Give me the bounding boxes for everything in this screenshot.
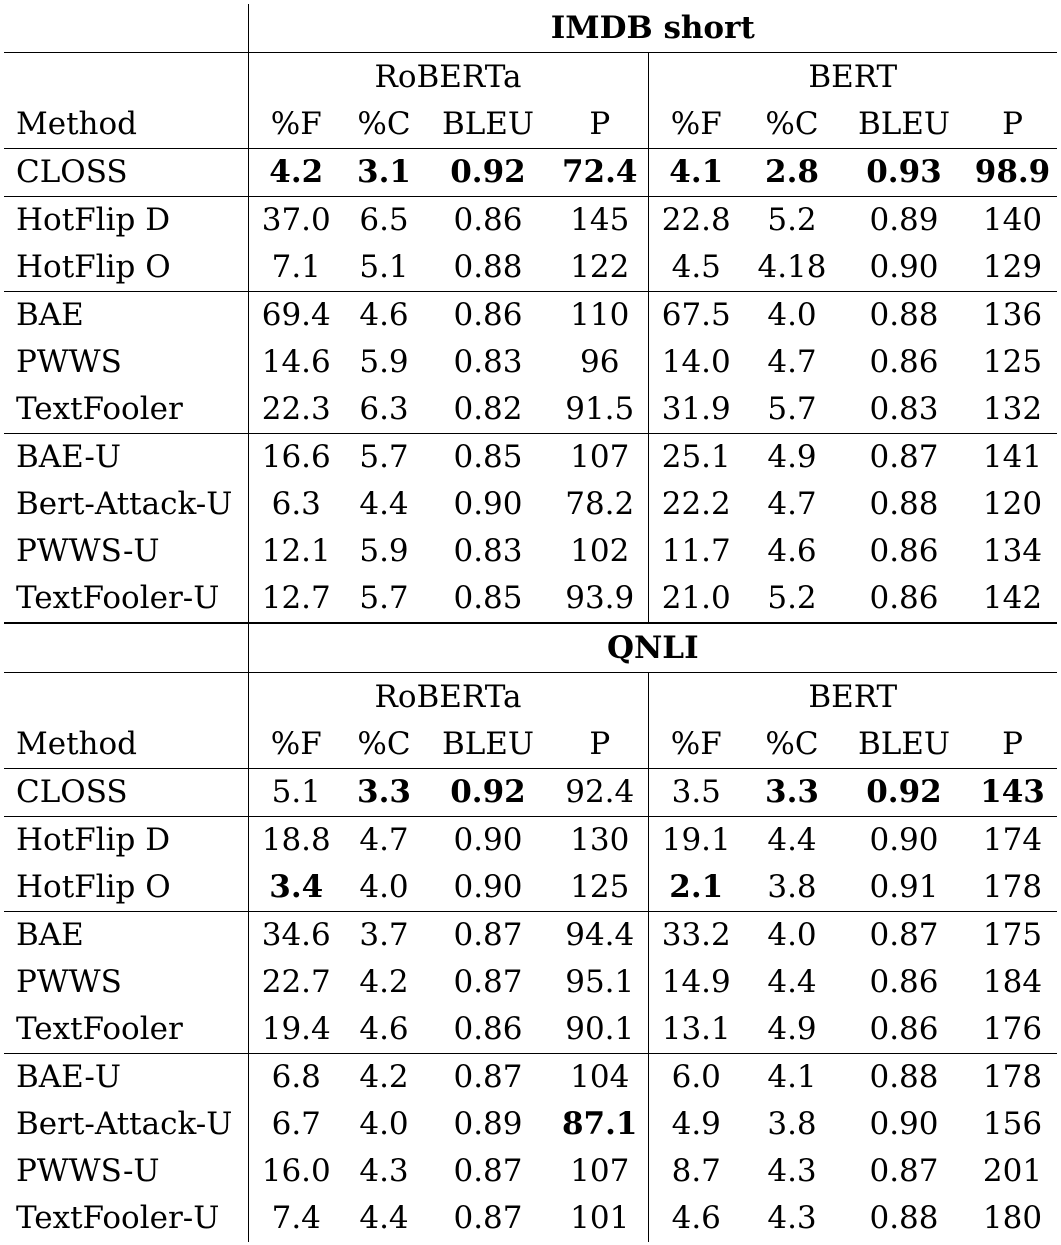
value-cell: 4.2 <box>248 149 344 197</box>
value-cell: 0.87 <box>453 1153 523 1189</box>
table-row <box>4 817 1057 865</box>
value-cell: 4.0 <box>359 869 409 905</box>
method-name: BAE <box>4 292 248 340</box>
value-cell: 6.3 <box>359 391 409 427</box>
value-cell: 0.90 <box>453 869 523 905</box>
value-cell: 178 <box>982 869 1043 905</box>
value-cell: 0.92 <box>450 774 526 810</box>
metric-header: P <box>552 101 648 149</box>
value-cell: 0.87 <box>869 1153 939 1189</box>
method-name: TextFooler-U <box>16 580 220 616</box>
value-cell: 4.2 <box>344 1054 424 1102</box>
metric-header: BLEU <box>840 101 968 149</box>
value-cell: 4.3 <box>767 1200 817 1236</box>
metric-header: P <box>968 721 1057 769</box>
metric-header: %C <box>744 101 840 149</box>
metric-header: %F <box>648 101 744 149</box>
value-cell: 4.3 <box>359 1153 409 1189</box>
value-cell: 4.0 <box>744 912 840 960</box>
value-cell: 4.4 <box>359 486 409 522</box>
value-cell: 0.86 <box>869 533 939 569</box>
value-cell: 0.90 <box>424 817 552 865</box>
method-name: CLOSS <box>16 154 128 190</box>
value-cell: 3.8 <box>767 1106 817 1142</box>
value-cell: 104 <box>552 1054 648 1102</box>
value-cell: 8.7 <box>648 1148 744 1195</box>
method-name: TextFooler-U <box>16 1200 220 1236</box>
model-name: RoBERTa <box>248 53 648 102</box>
value-cell: 174 <box>968 817 1057 865</box>
method-name: BAE-U <box>4 1054 248 1102</box>
value-cell: 4.4 <box>359 1200 409 1236</box>
value-cell: 7.1 <box>248 244 344 292</box>
value-cell: 130 <box>552 817 648 865</box>
value-cell: 12.7 <box>248 575 344 623</box>
value-cell: 13.1 <box>648 1006 744 1054</box>
value-cell: 125 <box>570 869 630 905</box>
metric-header: BLEU <box>840 721 968 769</box>
empty-cell <box>4 53 248 102</box>
value-cell: 92.4 <box>565 774 635 810</box>
model-name: BERT <box>648 673 1057 722</box>
value-cell: 0.90 <box>840 817 968 865</box>
value-cell: 0.86 <box>869 344 939 380</box>
method-name: BAE <box>4 912 248 960</box>
table-row <box>4 481 1057 528</box>
value-cell: 0.83 <box>453 344 523 380</box>
value-cell: 134 <box>982 533 1043 569</box>
method-name: PWWS <box>16 344 122 380</box>
value-cell: 78.2 <box>565 486 635 522</box>
value-cell: 142 <box>982 580 1043 616</box>
value-cell: 6.3 <box>248 481 344 528</box>
value-cell: 4.7 <box>767 486 817 522</box>
value-cell: 0.83 <box>453 533 523 569</box>
value-cell: 3.8 <box>767 869 817 905</box>
value-cell: 0.85 <box>453 580 523 616</box>
value-cell: 91.5 <box>565 391 635 427</box>
dataset-header-row <box>4 4 1057 53</box>
value-cell: 72.4 <box>561 154 638 190</box>
value-cell: 0.86 <box>424 292 552 340</box>
value-cell: 12.1 <box>248 528 344 575</box>
value-cell: 94.4 <box>552 912 648 960</box>
value-cell: 184 <box>982 964 1043 1000</box>
value-cell: 107 <box>570 1153 630 1189</box>
value-cell: 0.86 <box>453 1011 523 1047</box>
method-column-header: Method <box>4 721 248 769</box>
table-row <box>4 1148 1057 1195</box>
value-cell: 95.1 <box>565 964 635 1000</box>
table-row <box>4 244 1057 292</box>
value-cell: 96 <box>580 344 620 380</box>
method-name: PWWS <box>16 964 122 1000</box>
value-cell: 4.2 <box>359 964 409 1000</box>
value-cell: 0.86 <box>869 580 939 616</box>
method-name: PWWS-U <box>16 533 160 569</box>
value-cell: 0.89 <box>840 197 968 245</box>
value-cell: 175 <box>968 912 1057 960</box>
value-cell: 11.7 <box>648 528 744 575</box>
value-cell: 0.88 <box>869 486 939 522</box>
value-cell: 0.92 <box>866 774 942 810</box>
value-cell: 4.7 <box>767 344 817 380</box>
value-cell: 3.3 <box>765 774 819 810</box>
value-cell: 0.87 <box>424 912 552 960</box>
value-cell: 33.2 <box>648 912 744 960</box>
value-cell: 0.87 <box>840 434 968 482</box>
value-cell: 6.8 <box>248 1054 344 1102</box>
value-cell: 0.86 <box>869 964 939 1000</box>
value-cell: 25.1 <box>648 434 744 482</box>
metric-header-row <box>4 721 1057 769</box>
results-table <box>4 4 1057 1242</box>
value-cell: 6.0 <box>648 1054 744 1102</box>
value-cell: 122 <box>570 249 630 285</box>
table-row <box>4 769 1057 817</box>
value-cell: 156 <box>982 1106 1043 1142</box>
table-row <box>4 1054 1057 1102</box>
value-cell: 5.1 <box>359 249 409 285</box>
value-cell: 178 <box>968 1054 1057 1102</box>
value-cell: 4.0 <box>359 1106 409 1142</box>
method-column-header: Method <box>4 101 248 149</box>
value-cell: 93.9 <box>565 580 635 616</box>
value-cell: 98.9 <box>974 154 1051 190</box>
empty-cell <box>4 673 248 722</box>
value-cell: 5.2 <box>744 197 840 245</box>
dataset-title: QNLI <box>248 623 1057 673</box>
table-row <box>4 149 1057 197</box>
value-cell: 0.90 <box>453 486 523 522</box>
method-name: HotFlip D <box>4 197 248 245</box>
table-row <box>4 1101 1057 1148</box>
value-cell: 3.7 <box>344 912 424 960</box>
value-cell: 0.88 <box>453 249 523 285</box>
table-row <box>4 339 1057 386</box>
value-cell: 5.9 <box>359 344 409 380</box>
method-name: Bert-Attack-U <box>16 1106 233 1142</box>
value-cell: 107 <box>552 434 648 482</box>
value-cell: 120 <box>982 486 1043 522</box>
value-cell: 145 <box>552 197 648 245</box>
value-cell: 31.9 <box>648 386 744 434</box>
value-cell: 4.1 <box>648 149 744 197</box>
value-cell: 6.5 <box>344 197 424 245</box>
value-cell: 5.9 <box>359 533 409 569</box>
value-cell: 22.2 <box>648 481 744 528</box>
value-cell: 176 <box>982 1011 1043 1047</box>
value-cell: 0.86 <box>869 1011 939 1047</box>
value-cell: 19.1 <box>648 817 744 865</box>
value-cell: 37.0 <box>248 197 344 245</box>
metric-header-row <box>4 101 1057 149</box>
value-cell: 22.3 <box>248 386 344 434</box>
table-row <box>4 434 1057 482</box>
value-cell: 22.7 <box>248 959 344 1006</box>
value-cell: 2.8 <box>765 154 819 190</box>
value-cell: 4.4 <box>744 817 840 865</box>
table-row <box>4 1195 1057 1242</box>
method-name: HotFlip O <box>16 249 171 285</box>
method-name: Bert-Attack-U <box>16 486 233 522</box>
metric-header: %C <box>344 101 424 149</box>
value-cell: 0.87 <box>840 912 968 960</box>
model-header-row <box>4 673 1057 722</box>
value-cell: 4.3 <box>767 1153 817 1189</box>
table-row <box>4 197 1057 245</box>
value-cell: 21.0 <box>648 575 744 623</box>
metric-header: BLEU <box>424 721 552 769</box>
value-cell: 0.87 <box>453 1200 523 1236</box>
metric-header: %C <box>744 721 840 769</box>
value-cell: 3.3 <box>357 774 411 810</box>
value-cell: 4.6 <box>767 533 817 569</box>
value-cell: 0.90 <box>869 249 939 285</box>
method-name: BAE-U <box>4 434 248 482</box>
value-cell: 5.2 <box>767 580 817 616</box>
value-cell: 2.1 <box>648 864 744 912</box>
table-row <box>4 292 1057 340</box>
value-cell: 5.7 <box>344 434 424 482</box>
table-row <box>4 1006 1057 1054</box>
value-cell: 101 <box>570 1200 630 1236</box>
value-cell: 3.4 <box>248 864 344 912</box>
value-cell: 22.8 <box>648 197 744 245</box>
value-cell: 4.0 <box>744 292 840 340</box>
metric-header: P <box>552 721 648 769</box>
value-cell: 3.1 <box>357 154 411 190</box>
value-cell: 0.90 <box>869 1106 939 1142</box>
value-cell: 16.6 <box>248 434 344 482</box>
value-cell: 102 <box>570 533 630 569</box>
metric-header: %C <box>344 721 424 769</box>
value-cell: 201 <box>982 1153 1043 1189</box>
value-cell: 141 <box>968 434 1057 482</box>
value-cell: 14.6 <box>248 339 344 386</box>
value-cell: 16.0 <box>248 1148 344 1195</box>
metric-header: P <box>968 101 1057 149</box>
value-cell: 90.1 <box>565 1011 635 1047</box>
value-cell: 19.4 <box>248 1006 344 1054</box>
value-cell: 6.7 <box>248 1101 344 1148</box>
value-cell: 14.9 <box>648 959 744 1006</box>
model-name: RoBERTa <box>248 673 648 722</box>
empty-cell <box>4 4 248 53</box>
value-cell: 0.83 <box>869 391 939 427</box>
empty-cell <box>4 623 248 673</box>
table-row <box>4 912 1057 960</box>
method-name: HotFlip D <box>4 817 248 865</box>
value-cell: 0.82 <box>453 391 523 427</box>
metric-header: %F <box>248 101 344 149</box>
value-cell: 0.85 <box>424 434 552 482</box>
value-cell: 0.89 <box>453 1106 523 1142</box>
method-name: CLOSS <box>16 774 128 810</box>
value-cell: 0.87 <box>453 964 523 1000</box>
table-row <box>4 864 1057 912</box>
method-name: TextFooler <box>16 1011 183 1047</box>
value-cell: 0.88 <box>840 292 968 340</box>
value-cell: 0.93 <box>866 154 942 190</box>
value-cell: 4.6 <box>359 1011 409 1047</box>
method-name: TextFooler <box>16 391 183 427</box>
dataset-header-row <box>4 623 1057 673</box>
value-cell: 87.1 <box>561 1106 638 1142</box>
value-cell: 5.7 <box>359 580 409 616</box>
value-cell: 14.0 <box>648 339 744 386</box>
value-cell: 0.86 <box>424 197 552 245</box>
value-cell: 4.1 <box>744 1054 840 1102</box>
value-cell: 5.7 <box>767 391 817 427</box>
value-cell: 132 <box>982 391 1043 427</box>
value-cell: 125 <box>982 344 1043 380</box>
value-cell: 67.5 <box>648 292 744 340</box>
value-cell: 110 <box>552 292 648 340</box>
value-cell: 4.4 <box>767 964 817 1000</box>
model-name: BERT <box>648 53 1057 102</box>
table-row <box>4 528 1057 575</box>
value-cell: 4.6 <box>344 292 424 340</box>
metric-header: %F <box>648 721 744 769</box>
table-row <box>4 575 1057 623</box>
value-cell: 180 <box>982 1200 1043 1236</box>
value-cell: 0.87 <box>424 1054 552 1102</box>
method-name: HotFlip O <box>16 869 171 905</box>
table-row <box>4 386 1057 434</box>
value-cell: 4.9 <box>767 1011 817 1047</box>
value-cell: 136 <box>968 292 1057 340</box>
value-cell: 7.4 <box>248 1195 344 1242</box>
value-cell: 0.91 <box>869 869 939 905</box>
value-cell: 0.88 <box>840 1054 968 1102</box>
value-cell: 34.6 <box>248 912 344 960</box>
metric-header: %F <box>248 721 344 769</box>
value-cell: 129 <box>982 249 1043 285</box>
method-name: PWWS-U <box>16 1153 160 1189</box>
metric-header: BLEU <box>424 101 552 149</box>
value-cell: 143 <box>980 774 1045 810</box>
value-cell: 69.4 <box>248 292 344 340</box>
value-cell: 4.5 <box>648 244 744 292</box>
value-cell: 4.9 <box>648 1101 744 1148</box>
value-cell: 4.7 <box>344 817 424 865</box>
model-header-row <box>4 53 1057 102</box>
value-cell: 0.92 <box>450 154 526 190</box>
dataset-title: IMDB short <box>248 4 1057 53</box>
value-cell: 4.18 <box>757 249 827 285</box>
value-cell: 3.5 <box>648 769 744 817</box>
value-cell: 0.88 <box>869 1200 939 1236</box>
value-cell: 4.9 <box>744 434 840 482</box>
value-cell: 140 <box>968 197 1057 245</box>
value-cell: 18.8 <box>248 817 344 865</box>
table-row <box>4 959 1057 1006</box>
value-cell: 5.1 <box>248 769 344 817</box>
value-cell: 4.6 <box>648 1195 744 1242</box>
